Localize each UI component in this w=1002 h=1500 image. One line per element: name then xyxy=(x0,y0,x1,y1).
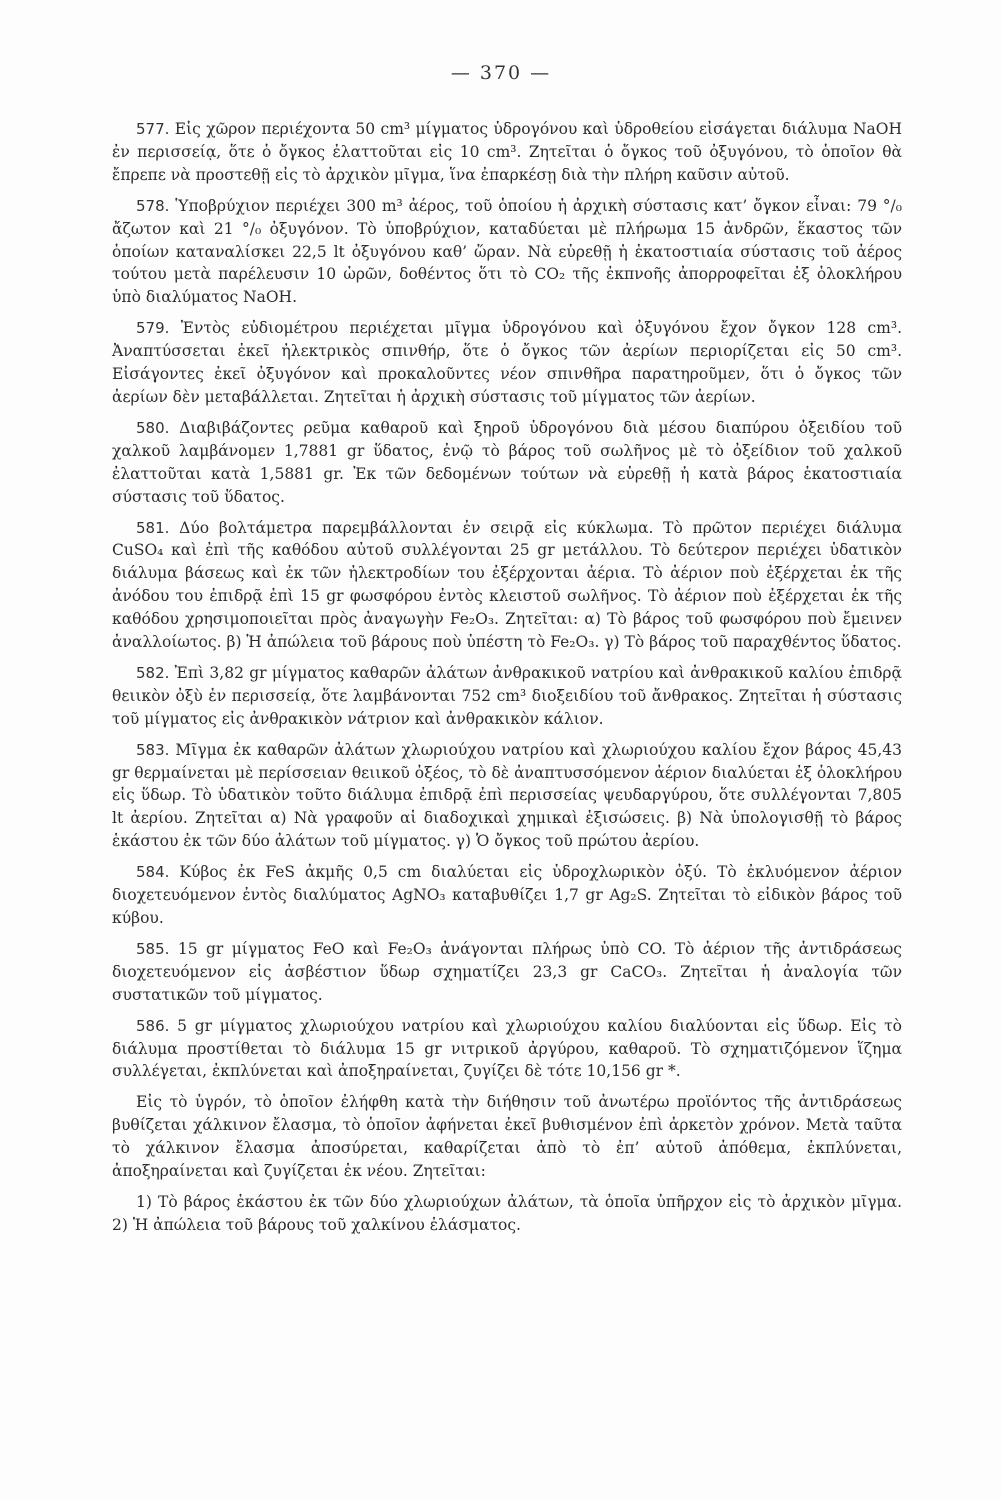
continuation-paragraph: Εἰς τὸ ὑγρόν, τὸ ὁποῖον ἐλήφθη κατὰ τὴν διήθησιν τοῦ ἀνωτέρω προϊόντος τῆς ἀντιδράσεως βυθίζεται χάλκινον ἔλασμα, τὸ ὁποῖον ἀφήνεται ἐκεῖ βυθισμένον ἐπὶ ἀρκετὸν χρόνον. Μετὰ ταῦτα τὸ χάλκινον ἔλασμα ἀποσύρεται, καθαρίζεται ἀπὸ τὸ ἐπ’ αὐτοῦ ἀπόθεμα, ἐκπλύνεται, ἀποξηραίνεται καὶ ζυγίζεται ἐκ νέου. Ζητεῖται: xyxy=(112,1093,902,1181)
problem-584 xyxy=(112,861,902,930)
problem-577 xyxy=(112,118,902,187)
problem-580 xyxy=(112,417,902,509)
problem-text: Κύβος ἐκ FeS ἀκμῆς 0,5 cm διαλύεται εἰς ὑδροχλωρικὸν ὀξύ. Τὸ ἐκλυόμενον ἀέριον διοχετευόμενον ἐντὸς διαλύματος AgNO₃ καταβυθίζει 1,7 gr Ag₂S. Ζητεῖται τὸ εἰδικὸν βάρος τοῦ κύβου. xyxy=(112,863,902,927)
problem-text: 15 gr μίγματος FeO καὶ Fe₂O₃ ἀνάγονται πλήρως ὑπὸ CO. Τὸ ἀέριον τῆς ἀντιδράσεως διοχετευόμενον εἰς ἀσβέστιον ὕδωρ σχηματίζει 23,3 gr CaCO₃. Ζητεῖται ἡ ἀναλογία τῶν συστατικῶν τοῦ μίγματος. xyxy=(112,939,902,1004)
problem-number: 582. xyxy=(136,663,170,682)
problem-list xyxy=(112,118,902,1245)
problem-number: 580. xyxy=(136,418,170,437)
problem-582 xyxy=(112,662,902,731)
problem-579 xyxy=(112,317,902,409)
problem-text: Ἐπὶ 3,82 gr μίγματος καθαρῶν ἀλάτων ἀνθρακικοῦ νατρίου καὶ ἀνθρακικοῦ καλίου ἐπιδρᾷ θειικὸν ὀξὺ ἐν περισσείᾳ, ὅτε λαμβάνονται 752 cm³ διοξειδίου τοῦ ἄνθρακος. Ζητεῖται ἡ σύστασις τοῦ μίγματος εἰς ἀνθρακικὸν νάτριον καὶ ἀνθρακικὸν κάλιον. xyxy=(112,663,902,728)
problem-text: Εἰς χῶρον περιέχοντα 50 cm³ μίγματος ὑδρογόνου καὶ ὑδροθείου εἰσάγεται διάλυμα NaOH ἐν περισσείᾳ, ὅτε ὁ ὄγκος ἐλαττοῦται εἰς 10 cm³. Ζητεῖται ὁ ὄγκος τοῦ ὀξυγόνου, τὸ ὁποῖον θὰ ἔπρεπε νὰ προστεθῇ εἰς τὸ ἀρχικὸν μῖγμα, ἵνα ἐπαρκέσῃ διὰ τὴν πλήρη καῦσιν αὐτοῦ. xyxy=(112,120,902,184)
problem-578 xyxy=(112,195,902,310)
problem-581 xyxy=(112,517,902,654)
problem-text: Μῖγμα ἐκ καθαρῶν ἀλάτων χλωριούχου νατρίου καὶ χλωριούχου καλίου ἔχον βάρος 45,43 gr θερμαίνεται μὲ περίσσειαν θειικοῦ ὀξέος, τὸ δὲ ἀναπτυσσόμενον ἀέριον διαλύεται ἐξ ὁλοκλήρου εἰς ὕδωρ. Τὸ ὑδατικὸν τοῦτο διάλυμα ἐπιδρᾷ ἐπὶ περισσείας ψευδαργύρου, ὅτε συλλέγονται 7,805 lt ἀερίου. Ζητεῖται α) Νὰ γραφοῦν αἱ διαδοχικαὶ χημικαὶ ἐξισώσεις. β) Νὰ ὑπολογισθῇ τὸ βάρος ἑκάστου ἐκ τῶν δύο ἀλάτων τοῦ μίγματος. γ) Ὁ ὄγκος τοῦ πρώτου ἀερίου. xyxy=(112,740,902,851)
problem-text: Ὑποβρύχιον περιέχει 300 m³ ἀέρος, τοῦ ὁποίου ἡ ἀρχικὴ σύστασις κατ’ ὄγκον εἶναι: 79 °/₀ ἄζωτον καὶ 21 °/₀ ὀξυγόνον. Τὸ ὑποβρύχιον, καταδύεται μὲ πλήρωμα 15 ἀνδρῶν, ἕκαστος τῶν ὁποίων καταναλίσκει 22,5 lt ὀξυγόνου καθ’ ὥραν. Νὰ εὑρεθῇ ἡ ἑκατοστιαία σύστασις τοῦ ἀέρος τούτου μετὰ παρέλευσιν 10 ὡρῶν, δοθέντος ὅτι τὸ CO₂ τῆς ἐκπνοῆς ἀπορροφεῖται ἐξ ὁλοκλήρου ὑπὸ διαλύματος NaOH. xyxy=(112,196,902,307)
problem-number: 578. xyxy=(136,196,170,215)
problem-number: 586. xyxy=(136,1016,170,1035)
final-question: 1) Τὸ βάρος ἑκάστου ἐκ τῶν δύο χλωριούχων ἀλάτων, τὰ ὁποῖα ὑπῆρχον εἰς τὸ ἀρχικὸν μῖγμα. 2) Ἡ ἀπώλεια τοῦ βάρους τοῦ χαλκίνου ἐλάσματος. xyxy=(112,1192,902,1234)
problem-586 xyxy=(112,1015,902,1084)
problem-number: 583. xyxy=(136,740,170,759)
problem-number: 584. xyxy=(136,863,170,882)
problem-583 xyxy=(112,739,902,854)
problem-number: 579. xyxy=(136,319,170,338)
problem-text: 5 gr μίγματος χλωριούχου νατρίου καὶ χλωριούχου καλίου διαλύονται εἰς ὕδωρ. Εἰς τὸ διάλυμα προστίθεται τὸ διάλυμα 15 gr νιτρικοῦ ἀργύρου, καθαροῦ. Τὸ σχηματιζόμενον ἵζημα συλλέγεται, ἐκπλύνεται καὶ ἀποξηραίνεται, ζυγίζει δὲ τότε 10,156 gr *. xyxy=(112,1016,902,1081)
problem-number: 577. xyxy=(136,120,170,138)
page-number: — 370 — xyxy=(450,62,552,84)
problem-585 xyxy=(112,938,902,1007)
problem-text: Διαβιβάζοντες ρεῦμα καθαροῦ καὶ ξηροῦ ὑδρογόνου διὰ μέσου διαπύρου ὀξειδίου τοῦ χαλκοῦ λαμβάνομεν 1,7881 gr ὕδατος, ἐνῷ τὸ βάρος τοῦ σωλῆνος μὲ τὸ ὀξείδιον τοῦ χαλκοῦ ἐλαττοῦται κατὰ 1,5881 gr. Ἐκ τῶν δεδομένων τούτων νὰ εὑρεθῇ ἡ κατὰ βάρος ἑκατοστιαία σύστασις τοῦ ὕδατος. xyxy=(112,418,902,506)
problem-number: 581. xyxy=(136,518,170,537)
problem-number: 585. xyxy=(136,939,170,958)
problem-text: Δύο βολτάμετρα παρεμβάλλονται ἐν σειρᾷ εἰς κύκλωμα. Τὸ πρῶτον περιέχει διάλυμα CuSO₄ καὶ ἐπὶ τῆς καθόδου αὐτοῦ συλλέγονται 25 gr μετάλλου. Τὸ δεύτερον περιέχει ὑδατικὸν διάλυμα βάσεως καὶ ἐκ τῶν ἠλεκτροδίων του ἐξέρχονται ἀέρια. Τὸ ἀέριον ποὺ ἐξέρχεται ἐκ τῆς ἀνόδου του ἐπιδρᾷ ἐπὶ 15 gr φωσφόρου ἐντὸς κλειστοῦ σωλῆνος. Τὸ ἀέριον ποὺ ἐξέρχεται ἐκ τῆς καθόδου χρησιμοποιεῖται πρὸς ἀναγωγὴν Fe₂O₃. Ζητεῖται: α) Τὸ βάρος τοῦ φωσφόρου ποὺ ἔμεινεν ἀναλλοίωτος. β) Ἡ ἀπώλεια τοῦ βάρους ποὺ ὑπέστη τὸ Fe₂O₃. γ) Τὸ βάρος τοῦ παραχθέντος ὕδατος. xyxy=(112,518,902,652)
problem-text: Ἐντὸς εὐδιομέτρου περιέχεται μῖγμα ὑδρογόνου καὶ ὀξυγόνου ἔχον ὄγκον 128 cm³. Ἀναπτύσσεται ἐκεῖ ἠλεκτρικὸς σπινθήρ, ὅτε ὁ ὄγκος τῶν ἀερίων περιορίζεται εἰς 50 cm³. Εἰσάγοντες ἐκεῖ ὀξυγόνον καὶ προκαλοῦντες νέον σπινθῆρα παρατηροῦμεν, ὅτι ὁ ὄγκος τῶν ἀερίων δὲν μεταβάλλεται. Ζητεῖται ἡ ἀρχικὴ σύστασις τοῦ μίγματος τῶν ἀερίων. xyxy=(112,319,902,406)
